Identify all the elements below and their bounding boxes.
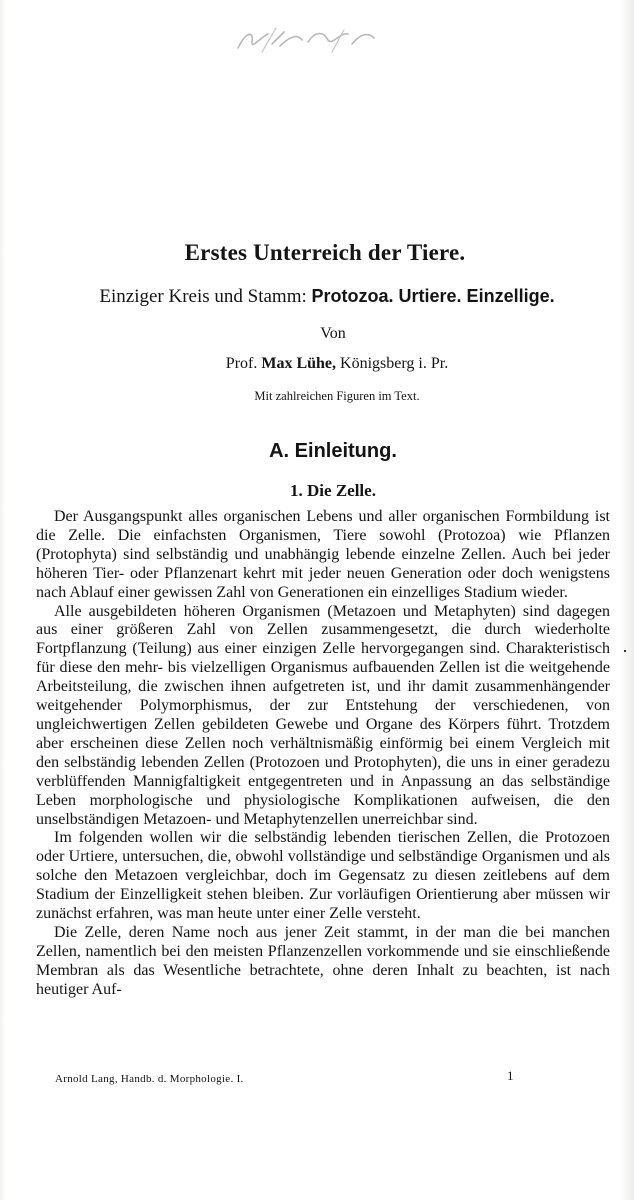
paragraph: Alle ausgebildeten höheren Organismen (Metazoen und Metaphyten) sind dagegen aus einer größeren Zahl von Zellen zusammengesetzt, die durch wiederholte Fortpflanzung (Teilung) aus einer einzigen Zelle hervorgegangen sind. Charakteristisch für diese den mehr- bis vielzelligen Organismus aufbauenden Zellen ist die weitgehende Arbeitsteilung, die zwischen ihnen aufgetreten ist, und ihr damit zusammenhängender weitgehender Polymorphismus, der zur Entstehung der verschiedenen, von ungleichwertigen Zellen gebildeten Gewebe und Organe des Körpers führt. Trotzdem aber erscheinen diese Zellen noch verhältnismäßig einförmig bei einem Vergleich mit den selbständig lebenden Zellen (Protozoen und Protophyten), die uns in einer geradezu verblüffenden Mannigfaltigkeit entgegentreten und in Anpassung an das selbständige Leben morphologische und physiologische Komplikationen aufweisen, die den unselbständigen Metazoen- und Metaphytenzellen unerreichbar sind. — [36, 602, 610, 828]
paragraph: Der Ausgangspunkt alles organischen Lebens und aller organischen Formbildung ist die Zelle. Die einfachsten Organismen, Tiere sowohl (Protozoa) wie Pflanzen (Protophyta) sind selbständig und unabhängig lebende einzelne Zellen. Auch bei jeder höheren Tier- oder Pflanzenart kehrt mit jeder neuen Generation oder doch wenigstens nach Ablauf einer gewissen Zahl von Generationen ein einzelliges Stadium wieder. — [36, 508, 610, 601]
byline-von: Von — [320, 325, 346, 342]
subtitle-plain: Einziger Kreis und Stamm: — [99, 286, 312, 307]
pencil-scribble-icon — [232, 22, 382, 58]
footer-reference: Arnold Lang, Handb. d. Morphologie. I. — [55, 1073, 244, 1085]
body-text — [36, 508, 610, 1000]
paragraph: Im folgenden wollen wir die selbständig lebenden tierischen Zellen, die Protozoen oder Urtiere, untersuchen, die, obwohl vollständige und selbständige Organismen und als solche den Metazoen vergleichbar, doch im Gegensatz zu diesen zeitlebens auf dem Stadium der Einzelligkeit stehen bleiben. Zur vorläufigen Orientierung aber müssen wir zunächst erfahren, was man heute unter einer Zelle versteht. — [36, 829, 610, 923]
author-place: Königsberg i. Pr. — [336, 355, 449, 372]
author-name: Max Lühe, — [261, 355, 337, 372]
paragraph: Die Zelle, deren Name noch aus jener Zeit stammt, in der man die bei manchen Zellen, namentlich bei den meisten Pflanzenzellen vorkommende und sie einschließende Membran als das Wesentliche betrachtete, ohne deren Inhalt zu beachten, ist nach heutiger Auf- — [36, 923, 610, 998]
figures-note: Mit zahlreichen Figuren im Text. — [254, 389, 420, 403]
page-number: 1 — [507, 1068, 514, 1083]
subtitle-emphasis: Protozoa. Urtiere. Einzellige. — [311, 286, 555, 306]
section-title: A. Einleitung. — [269, 440, 397, 462]
main-title: Erstes Unterreich der Tiere. — [184, 240, 466, 265]
print-speck — [624, 650, 626, 652]
subsection-title: 1. Die Zelle. — [290, 481, 376, 500]
author-prefix: Prof. — [225, 355, 262, 372]
handwritten-pencil-mark — [232, 22, 382, 58]
author-line — [20, 355, 634, 373]
subtitle — [10, 286, 634, 308]
